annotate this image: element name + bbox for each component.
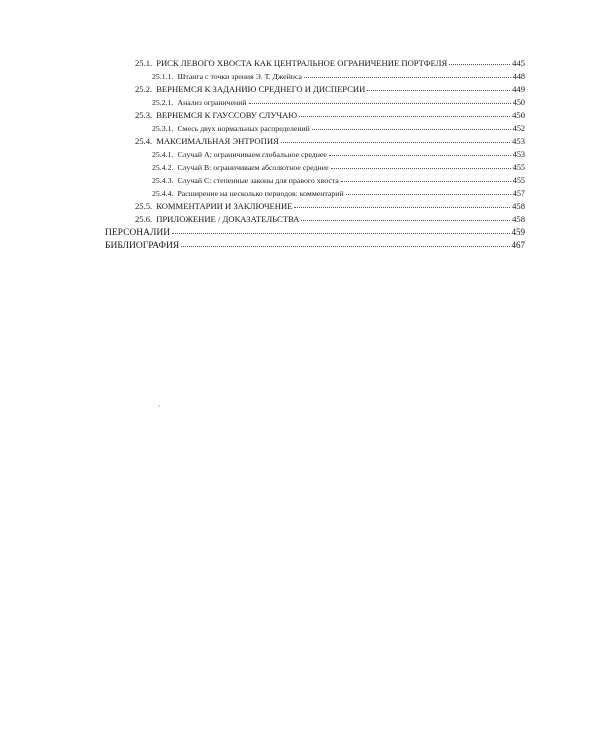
toc-entry-title: ПЕРСОНАЛИИ — [105, 228, 171, 238]
toc-entry-label — [135, 57, 447, 70]
toc-entry-title: БИБЛИОГРАФИЯ — [105, 241, 180, 251]
toc-entry — [105, 239, 525, 252]
dot-leader — [181, 246, 509, 247]
toc-entry-number: 25.4.3. — [152, 176, 174, 185]
toc-entry-label — [105, 227, 170, 240]
toc-entry-title: ПРИЛОЖЕНИЕ / ДОКАЗАТЕЛЬСТВА — [156, 214, 300, 224]
toc-entry-number: 25.1.1. — [152, 72, 174, 81]
toc-entry-label — [152, 148, 327, 161]
toc-entry-page: 453 — [512, 150, 525, 159]
toc-entry — [105, 174, 525, 187]
toc-entry-label — [152, 161, 329, 174]
toc-entry — [105, 57, 525, 70]
toc-entry-title: Случай А: ограничиваем глобальное среднее — [177, 150, 327, 159]
toc-entry-page: 452 — [512, 124, 525, 133]
toc-entry-label — [135, 200, 292, 213]
dot-leader — [172, 233, 509, 234]
toc-entry-page: 450 — [512, 98, 525, 107]
toc-entry-number: 25.5. — [135, 201, 153, 211]
toc-entry-title: МАКСИМАЛЬНАЯ ЭНТРОПИЯ — [156, 136, 279, 146]
toc-entry — [105, 83, 525, 96]
toc-entry-label — [152, 122, 310, 135]
dot-leader — [329, 155, 511, 156]
toc-entry-page: 467 — [511, 240, 525, 250]
toc-entry-title: ВЕРНЕМСЯ К ЗАДАНИЮ СРЕДНЕГО И ДИСПЕРСИИ — [156, 84, 366, 94]
toc-entry-title: Случай B: ограничиваем абсолютное среднее — [177, 163, 329, 172]
toc-entry-title: КОММЕНТАРИИ И ЗАКЛЮЧЕНИЕ — [156, 201, 293, 211]
table-of-contents — [105, 57, 525, 252]
toc-entry-title: Смесь двух нормальных распределений — [177, 124, 310, 133]
toc-entry — [105, 109, 525, 122]
toc-entry-title: Случай С: степенные законы для правого хвоста — [177, 176, 339, 185]
toc-entry — [105, 135, 525, 148]
toc-entry-number: 25.3.1. — [152, 124, 174, 133]
dot-leader — [346, 194, 511, 195]
toc-entry-number: 25.2.1. — [152, 98, 174, 107]
toc-entry-label — [135, 213, 299, 226]
toc-entry-title: Штанга с точки зрения Э. Т. Джейнса — [177, 72, 302, 81]
dot-leader — [294, 207, 510, 208]
toc-entry — [105, 200, 525, 213]
toc-entry-label — [152, 174, 339, 187]
toc-entry-page: 450 — [512, 110, 525, 120]
toc-entry-page: 453 — [512, 136, 525, 146]
toc-entry-label — [152, 96, 247, 109]
dot-leader — [331, 168, 511, 169]
toc-entry-title: ВЕРНЕМСЯ К ГАУССОВУ СЛУЧАЮ — [156, 110, 298, 120]
toc-entry — [105, 226, 525, 239]
toc-entry-number: 25.2. — [135, 84, 153, 94]
toc-entry-label — [135, 83, 365, 96]
toc-entry-title: Расширение на несколько периодов: комментарий — [177, 189, 344, 198]
toc-entry-number: 25.4.1. — [152, 150, 174, 159]
toc-entry — [105, 96, 525, 109]
toc-entry-title: Анализ ограничений — [177, 98, 247, 107]
toc-entry-page: 458 — [512, 201, 525, 211]
toc-entry-page: 458 — [512, 214, 525, 224]
toc-entry-page: 448 — [512, 72, 525, 81]
toc-entry-number: 25.1. — [135, 58, 153, 68]
dot-leader — [449, 64, 510, 65]
dot-leader — [312, 129, 511, 130]
dot-leader — [304, 77, 511, 78]
toc-entry-number: 25.4.2. — [152, 163, 174, 172]
dot-leader — [301, 220, 510, 221]
dot-leader — [341, 181, 511, 182]
toc-entry-number: 25.4. — [135, 136, 153, 146]
toc-entry-page: 457 — [512, 189, 525, 198]
toc-entry-label — [152, 187, 344, 200]
toc-entry-label — [105, 240, 179, 253]
toc-entry-number: 25.6. — [135, 214, 153, 224]
toc-entry-page: 455 — [512, 176, 525, 185]
dot-leader — [249, 103, 511, 104]
toc-entry — [105, 148, 525, 161]
toc-entry — [105, 70, 525, 83]
scan-speck — [158, 405, 160, 407]
dot-leader — [299, 116, 510, 117]
dot-leader — [281, 142, 510, 143]
toc-entry-page: 455 — [512, 163, 525, 172]
toc-entry — [105, 187, 525, 200]
toc-entry-label — [152, 70, 302, 83]
toc-entry-page: 449 — [512, 84, 525, 94]
toc-entry-number: 25.3. — [135, 110, 153, 120]
toc-entry-page: 459 — [511, 227, 525, 237]
toc-entry-label — [135, 135, 279, 148]
toc-entry — [105, 122, 525, 135]
toc-entry — [105, 213, 525, 226]
toc-entry-title: РИСК ЛЕВОГО ХВОСТА КАК ЦЕНТРАЛЬНОЕ ОГРАНИЧЕНИЕ ПОРТФЕЛЯ — [156, 58, 448, 68]
toc-entry — [105, 161, 525, 174]
toc-entry-number: 25.4.4. — [152, 189, 174, 198]
dot-leader — [367, 90, 510, 91]
toc-entry-page: 445 — [512, 58, 525, 68]
toc-entry-label — [135, 109, 297, 122]
